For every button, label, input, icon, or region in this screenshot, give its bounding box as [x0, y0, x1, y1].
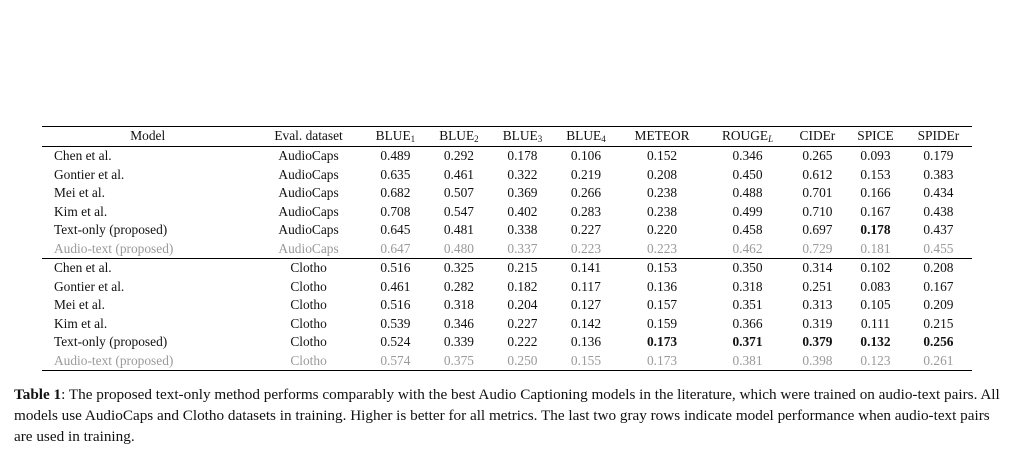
metric-cell: 0.219 — [570, 166, 602, 182]
metric-cell: 0.318 — [732, 278, 763, 294]
column-header — [905, 127, 972, 147]
metric-cell: 0.132 — [860, 334, 891, 349]
table-row — [42, 184, 972, 203]
metric-cell: 0.111 — [860, 315, 891, 331]
metric-cell: 0.136 — [570, 334, 602, 349]
column-header — [427, 127, 491, 147]
header-row — [42, 127, 972, 147]
model-cell: Kim et al. — [54, 203, 108, 219]
metric-cell: 0.381 — [732, 352, 763, 368]
dataset-cell: AudioCaps — [278, 203, 339, 219]
column-header-text: Eval. dataset — [274, 128, 343, 144]
metric-cell: 0.223 — [570, 240, 602, 256]
metric-cell: 0.261 — [923, 352, 954, 368]
column-header-text: BLUE — [375, 128, 411, 144]
column-header — [846, 127, 905, 147]
metric-cell: 0.157 — [646, 297, 678, 312]
column-header — [253, 127, 363, 147]
model-cell: Text-only (proposed) — [54, 222, 168, 237]
metric-cell: 0.152 — [646, 148, 678, 163]
model-cell: Gontier et al. — [54, 166, 125, 182]
metric-cell: 0.265 — [802, 148, 833, 163]
metric-cell: 0.181 — [860, 240, 891, 256]
dataset-cell: Clotho — [290, 278, 327, 294]
metric-cell: 0.697 — [802, 222, 833, 237]
table-row — [42, 296, 972, 315]
metric-cell: 0.481 — [443, 222, 474, 237]
metric-cell: 0.458 — [732, 222, 763, 237]
metric-cell: 0.379 — [802, 334, 833, 349]
table-row — [42, 259, 972, 278]
metric-cell: 0.398 — [802, 352, 833, 368]
metric-cell: 0.173 — [646, 334, 678, 349]
metric-cell: 0.178 — [860, 222, 891, 237]
metric-cell: 0.647 — [380, 240, 411, 256]
table-caption — [14, 384, 1010, 447]
metric-cell: 0.455 — [923, 240, 954, 256]
metric-cell: 0.346 — [732, 148, 763, 163]
model-cell: Chen et al. — [54, 148, 112, 163]
model-cell: Gontier et al. — [54, 278, 125, 294]
metric-cell: 0.155 — [570, 352, 602, 368]
column-header-text: CIDEr — [799, 128, 836, 144]
table-row — [42, 221, 972, 240]
table-row — [42, 147, 972, 166]
column-header-subscript: L — [768, 134, 774, 145]
metric-cell: 0.437 — [923, 222, 954, 237]
audiocaps-group — [42, 147, 972, 259]
metric-cell: 0.179 — [923, 148, 954, 163]
dataset-cell: Clotho — [290, 315, 327, 331]
metric-cell: 0.462 — [732, 240, 763, 256]
metric-cell: 0.251 — [802, 278, 833, 294]
column-header-text: ROUGE — [721, 128, 769, 144]
table-row — [42, 240, 972, 259]
metric-cell: 0.635 — [380, 166, 411, 182]
metric-cell: 0.222 — [507, 334, 538, 349]
model-cell: Mei et al. — [54, 185, 105, 200]
metric-cell: 0.142 — [570, 315, 602, 331]
metric-cell: 0.223 — [646, 240, 678, 256]
metric-cell: 0.338 — [507, 222, 538, 237]
metric-cell: 0.612 — [802, 166, 833, 182]
dataset-cell: Clotho — [290, 334, 327, 349]
table-row — [42, 315, 972, 334]
column-header — [706, 127, 788, 147]
metric-cell: 0.166 — [860, 185, 891, 200]
metric-cell: 0.547 — [443, 203, 474, 219]
results-table-container — [42, 126, 972, 371]
metric-cell: 0.282 — [443, 278, 474, 294]
metric-cell: 0.136 — [646, 278, 678, 294]
metric-cell: 0.093 — [860, 148, 891, 163]
model-cell: Audio-text (proposed) — [54, 240, 174, 256]
metric-cell: 0.215 — [923, 315, 954, 331]
results-table — [42, 126, 972, 371]
metric-cell: 0.238 — [646, 203, 678, 219]
metric-cell: 0.461 — [380, 278, 411, 294]
column-header-text: SPICE — [857, 128, 894, 144]
metric-cell: 0.682 — [380, 185, 411, 200]
column-header — [42, 127, 253, 147]
metric-cell: 0.127 — [570, 297, 602, 312]
metric-cell: 0.123 — [860, 352, 891, 368]
metric-cell: 0.574 — [380, 352, 411, 368]
metric-cell: 0.319 — [802, 315, 833, 331]
dataset-cell: Clotho — [290, 297, 327, 312]
model-cell: Audio-text (proposed) — [54, 352, 174, 368]
column-header-text: BLUE — [502, 128, 538, 144]
metric-cell: 0.173 — [646, 352, 678, 368]
dataset-cell: Clotho — [290, 352, 327, 368]
metric-cell: 0.266 — [570, 185, 602, 200]
table-row — [42, 166, 972, 185]
metric-cell: 0.516 — [380, 260, 411, 275]
table-row — [42, 333, 972, 352]
clotho-group — [42, 259, 972, 371]
metric-cell: 0.708 — [380, 203, 411, 219]
metric-cell: 0.204 — [507, 297, 538, 312]
model-cell: Text-only (proposed) — [54, 334, 168, 349]
caption-label: Table 1 — [14, 386, 62, 403]
table-header — [42, 127, 972, 147]
metric-cell: 0.383 — [923, 166, 954, 182]
metric-cell: 0.729 — [802, 240, 833, 256]
column-header-subscript: 1 — [410, 134, 416, 145]
metric-cell: 0.351 — [732, 297, 763, 312]
column-header-subscript: 2 — [474, 134, 479, 145]
column-header-subscript: 4 — [601, 134, 606, 145]
dataset-cell: AudioCaps — [278, 222, 339, 237]
column-header-text: BLUE — [439, 128, 475, 144]
metric-cell: 0.220 — [646, 222, 678, 237]
dataset-cell: AudioCaps — [278, 166, 339, 182]
metric-cell: 0.283 — [570, 203, 602, 219]
metric-cell: 0.167 — [923, 278, 954, 294]
metric-cell: 0.516 — [380, 297, 411, 312]
metric-cell: 0.375 — [443, 352, 474, 368]
metric-cell: 0.402 — [507, 203, 538, 219]
metric-cell: 0.153 — [860, 166, 891, 182]
metric-cell: 0.366 — [732, 315, 763, 331]
caption-text: : The proposed text-only method performs comparably with the best Audio Captioning models in the literature, which were trained on audio-text pairs. All models use AudioCaps and Clotho datasets in training. Higher is better for all metrics. The last two gray rows indicate model performance when audio-text pairs are used in training. — [14, 386, 1000, 445]
metric-cell: 0.208 — [646, 166, 678, 182]
metric-cell: 0.325 — [443, 260, 474, 275]
metric-cell: 0.710 — [802, 203, 833, 219]
metric-cell: 0.083 — [860, 278, 891, 294]
metric-cell: 0.215 — [507, 260, 538, 275]
table-row — [42, 278, 972, 297]
metric-cell: 0.346 — [443, 315, 474, 331]
metric-cell: 0.489 — [380, 148, 411, 163]
metric-cell: 0.507 — [443, 185, 474, 200]
metric-cell: 0.461 — [443, 166, 474, 182]
metric-cell: 0.339 — [443, 334, 474, 349]
metric-cell: 0.182 — [507, 278, 538, 294]
column-header-text: METEOR — [634, 128, 690, 144]
metric-cell: 0.159 — [646, 315, 678, 331]
metric-cell: 0.153 — [646, 260, 678, 275]
metric-cell: 0.227 — [570, 222, 602, 237]
metric-cell: 0.250 — [507, 352, 538, 368]
model-cell: Chen et al. — [54, 260, 112, 275]
metric-cell: 0.313 — [802, 297, 833, 312]
column-header-text: BLUE — [566, 128, 602, 144]
column-header — [789, 127, 846, 147]
metric-cell: 0.209 — [923, 297, 954, 312]
dataset-cell: Clotho — [290, 260, 327, 275]
metric-cell: 0.208 — [923, 260, 954, 275]
metric-cell: 0.167 — [860, 203, 891, 219]
model-cell: Mei et al. — [54, 297, 105, 312]
dataset-cell: AudioCaps — [278, 148, 339, 163]
metric-cell: 0.350 — [732, 260, 763, 275]
metric-cell: 0.117 — [571, 278, 601, 294]
metric-cell: 0.102 — [860, 260, 891, 275]
metric-cell: 0.238 — [646, 185, 678, 200]
metric-cell: 0.105 — [860, 297, 891, 312]
metric-cell: 0.292 — [443, 148, 474, 163]
metric-cell: 0.645 — [380, 222, 411, 237]
metric-cell: 0.256 — [923, 334, 954, 349]
dataset-cell: AudioCaps — [278, 240, 339, 256]
metric-cell: 0.488 — [732, 185, 763, 200]
metric-cell: 0.701 — [802, 185, 833, 200]
metric-cell: 0.434 — [923, 185, 954, 200]
metric-cell: 0.322 — [507, 166, 538, 182]
column-header — [618, 127, 707, 147]
model-cell: Kim et al. — [54, 315, 108, 331]
table-row — [42, 352, 972, 371]
metric-cell: 0.450 — [732, 166, 763, 182]
metric-cell: 0.227 — [507, 315, 538, 331]
metric-cell: 0.369 — [507, 185, 538, 200]
column-header-text: Model — [130, 128, 166, 144]
table-row — [42, 203, 972, 222]
column-header — [554, 127, 618, 147]
metric-cell: 0.178 — [507, 148, 538, 163]
metric-cell: 0.141 — [570, 260, 602, 275]
column-header — [491, 127, 555, 147]
metric-cell: 0.314 — [802, 260, 833, 275]
metric-cell: 0.371 — [732, 334, 763, 349]
metric-cell: 0.499 — [732, 203, 763, 219]
column-header-subscript: 3 — [537, 134, 543, 145]
column-header-text: SPIDEr — [917, 128, 960, 144]
column-header — [364, 127, 428, 147]
dataset-cell: AudioCaps — [278, 185, 339, 200]
metric-cell: 0.337 — [507, 240, 538, 256]
metric-cell: 0.480 — [443, 240, 474, 256]
metric-cell: 0.106 — [570, 148, 602, 163]
metric-cell: 0.318 — [443, 297, 474, 312]
metric-cell: 0.438 — [923, 203, 954, 219]
metric-cell: 0.524 — [380, 334, 411, 349]
metric-cell: 0.539 — [380, 315, 411, 331]
